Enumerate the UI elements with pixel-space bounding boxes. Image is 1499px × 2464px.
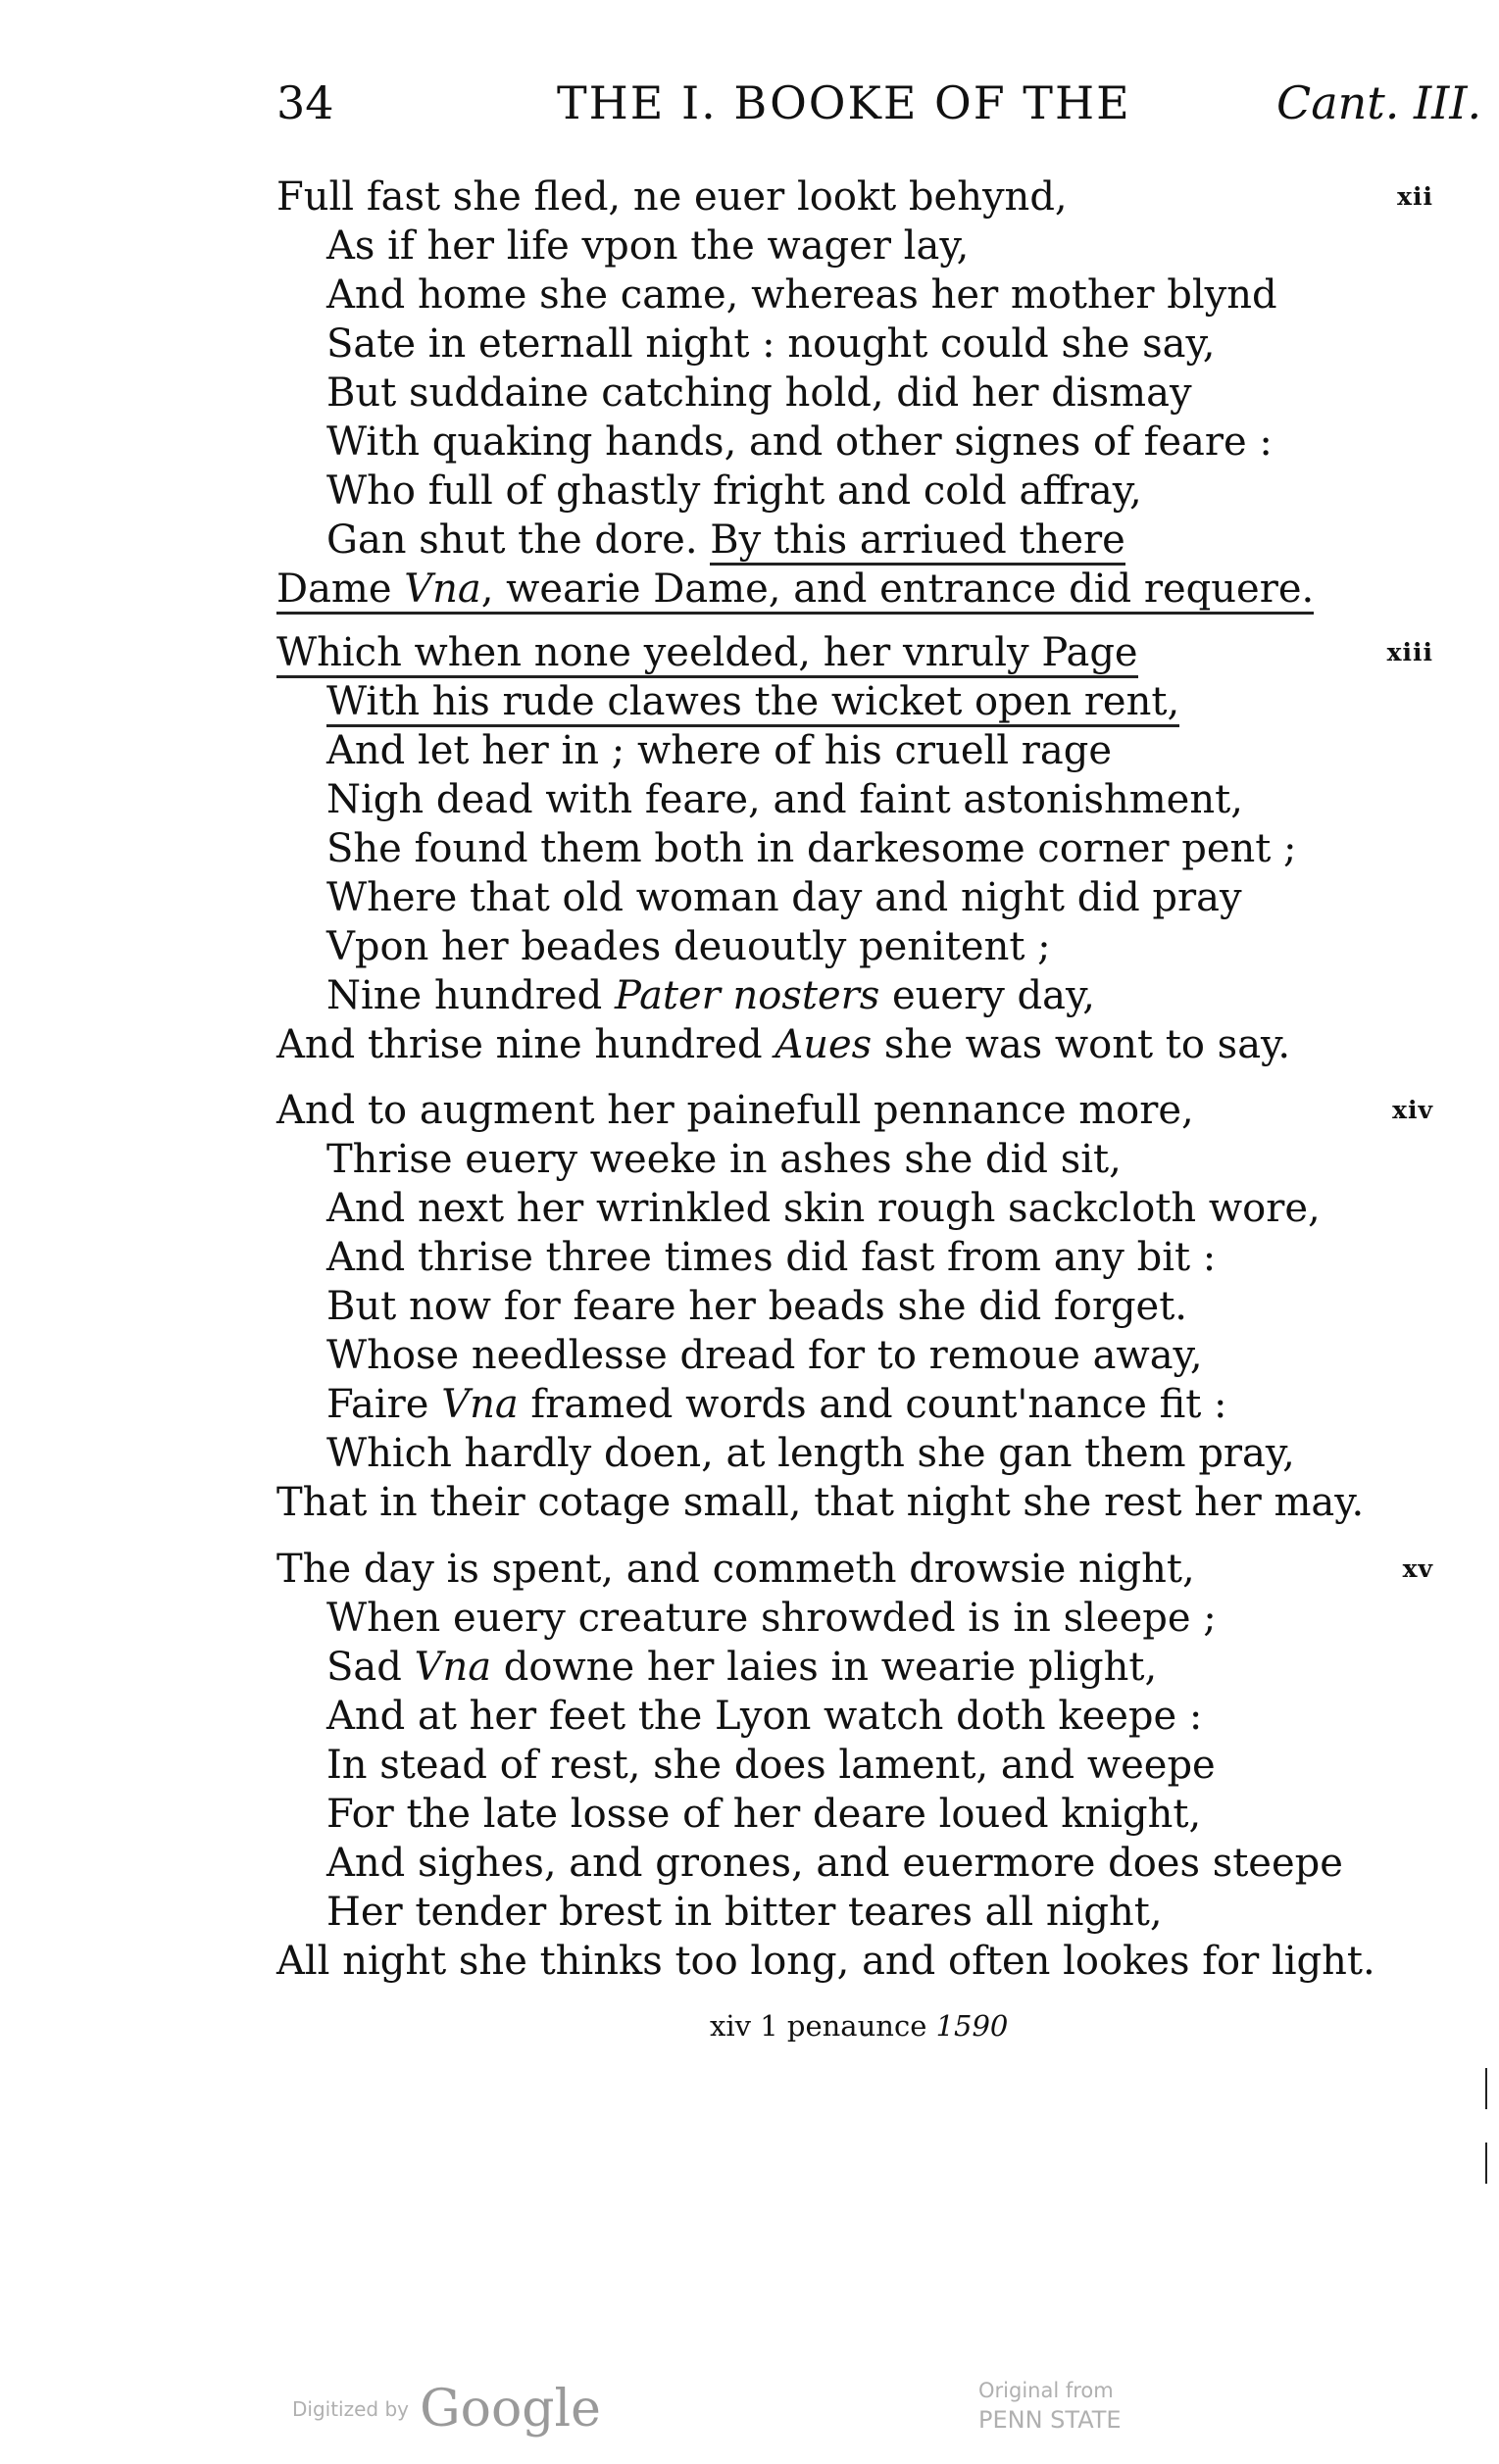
verse-line: And to augment her painefull pennance more, xiv — [276, 1088, 1433, 1133]
verse-line: Sate in eternall night : nought could she say, — [326, 321, 1216, 367]
verse-line: In stead of rest, she does lament, and weepe — [326, 1743, 1216, 1788]
google-logo: Google — [420, 2380, 601, 2439]
verse-line: Who full of ghastly fright and cold affray, — [326, 468, 1142, 514]
verse-line: And at her feet the Lyon watch doth keepe : — [326, 1694, 1203, 1739]
verse-line: The day is spent, and commeth drowsie night, xv — [276, 1547, 1433, 1592]
stanza-xiii — [276, 628, 1433, 1069]
original-source-watermark — [978, 2376, 1122, 2435]
verse-line: Which when none yeelded, her vnruly Page xiii — [276, 628, 1433, 677]
institution-name: PENN STATE — [978, 2406, 1122, 2434]
verse-line: Faire Vna framed words and count'nance fit : — [326, 1382, 1227, 1427]
textual-note: xiv 1 penaunce 1590 — [710, 2009, 1009, 2043]
stanza-number: xii — [1397, 182, 1433, 211]
verse-line: And sighes, and grones, and euermore does steepe — [326, 1841, 1343, 1886]
verse-line: With quaking hands, and other signes of feare : — [326, 419, 1273, 465]
verse-line: Nigh dead with feare, and faint astonishment, — [326, 777, 1243, 822]
verse-line: Whose needlesse dread for to remoue away, — [326, 1333, 1203, 1378]
scan-edge-mark — [1485, 2143, 1487, 2184]
verse-line: Where that old woman day and night did pray — [326, 875, 1242, 920]
verse-line: Gan shut the dore. By this arriued there — [276, 516, 1433, 565]
verse-line: But now for feare her beads she did forget. — [326, 1284, 1188, 1329]
underlined-passage: By this arriued there — [710, 517, 1125, 566]
original-from-text: Original from — [978, 2379, 1114, 2402]
stanza-number: xiv — [1392, 1096, 1433, 1124]
verse-line: When euery creature shrowded is in sleepe ; — [326, 1596, 1217, 1641]
page-number: 34 — [276, 76, 334, 129]
verse-line: As if her life vpon the wager lay, — [326, 223, 970, 269]
running-title: THE I. BOOKE OF THE — [557, 76, 1131, 129]
verse-line: Dame Vna, wearie Dame, and entrance did requere. — [276, 565, 1433, 614]
verse-line: She found them both in darkesome corner pent ; — [326, 826, 1297, 871]
verse-line: Sad Vna downe her laies in wearie plight, — [326, 1645, 1158, 1690]
verse-line: Her tender brest in bitter teares all night, — [326, 1890, 1163, 1935]
stanza-xiv — [276, 1086, 1433, 1527]
verse-line: And let her in ; where of his cruell rage — [326, 728, 1113, 773]
stanza-xii — [276, 172, 1433, 614]
verse-line: And home she came, whereas her mother blynd — [326, 272, 1277, 318]
digitized-by-text: Digitized by — [292, 2397, 409, 2421]
verse-line: Nine hundred Pater nosters euery day, — [326, 973, 1095, 1018]
verse-line: Full fast she fled, ne euer lookt behynd, xii — [276, 174, 1433, 220]
verse-line: With his rude clawes the wicket open rent, — [276, 677, 1433, 726]
verse-line: And thrise three times did fast from any bit : — [326, 1235, 1217, 1280]
verse-line: And thrise nine hundred Aues she was wont to say. — [276, 1022, 1291, 1067]
verse-line: But suddaine catching hold, did her dismay — [326, 370, 1192, 416]
verse-line: Thrise euery weeke in ashes she did sit, — [326, 1137, 1122, 1182]
verse-line: And next her wrinkled skin rough sackcloth wore, — [326, 1186, 1321, 1231]
stanza-number: xv — [1402, 1554, 1433, 1583]
verse-line: Vpon her beades deuoutly penitent ; — [326, 924, 1051, 969]
stanza-xv — [276, 1545, 1433, 1986]
canto-reference: Cant. III. — [1276, 76, 1482, 129]
verse-line: For the late losse of her deare loued knight, — [326, 1792, 1202, 1837]
digitized-by-watermark — [292, 2380, 601, 2439]
verse-line: All night she thinks too long, and often lookes for light. — [276, 1939, 1375, 1984]
verse-line: That in their cotage small, that night she rest her may. — [276, 1480, 1365, 1525]
stanza-number: xiii — [1386, 638, 1433, 666]
scan-edge-mark — [1485, 2068, 1487, 2109]
verse-line: Which hardly doen, at length she gan them pray, — [326, 1431, 1295, 1476]
